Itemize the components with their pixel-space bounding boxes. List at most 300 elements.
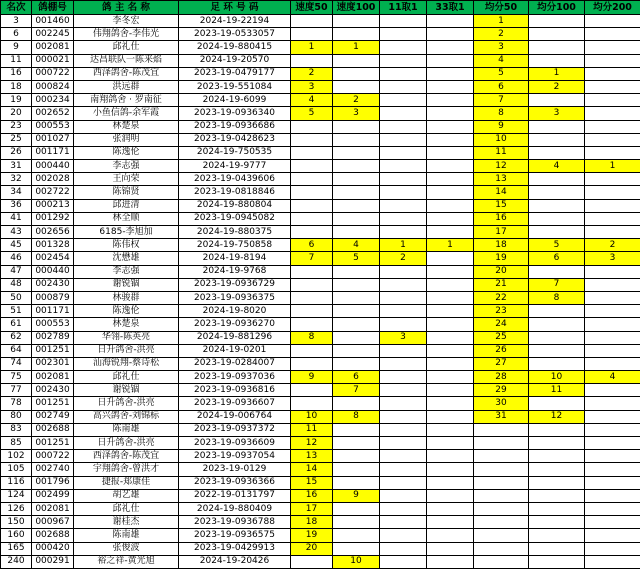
- pick11-cell: [380, 212, 427, 225]
- ring-number-cell: 2024-19-880409: [179, 502, 291, 515]
- avg50-cell: 27: [474, 357, 529, 370]
- avg200-cell: [585, 199, 640, 212]
- rank-cell: 62: [1, 331, 32, 344]
- ring-number-cell: 2023-19-0936816: [179, 384, 291, 397]
- loft-number-cell: 002656: [32, 226, 74, 239]
- rank-cell: 150: [1, 516, 32, 529]
- pick11-cell: [380, 410, 427, 423]
- pick11-cell: [380, 516, 427, 529]
- table-row: [1, 239, 640, 252]
- loft-number-cell: 002652: [32, 107, 74, 120]
- speed100-cell: [333, 15, 380, 28]
- speed100-cell: [333, 542, 380, 555]
- speed100-cell: 9: [333, 489, 380, 502]
- rank-cell: 74: [1, 357, 32, 370]
- avg50-cell: 23: [474, 305, 529, 318]
- avg50-cell: 1: [474, 15, 529, 28]
- owner-name-cell: 张俊波: [74, 542, 179, 555]
- ring-number-cell: 2024-19-880804: [179, 199, 291, 212]
- avg50-cell: [474, 463, 529, 476]
- owner-name-cell: 陈锦贤: [74, 186, 179, 199]
- avg200-cell: [585, 173, 640, 186]
- ring-number-cell: 2024-19-750858: [179, 239, 291, 252]
- speed100-cell: [333, 305, 380, 318]
- ring-number-cell: 2023-19-0479177: [179, 67, 291, 80]
- avg100-cell: [529, 502, 585, 515]
- pick33-cell: [427, 41, 474, 54]
- speed100-cell: [333, 291, 380, 304]
- table-row: [1, 555, 640, 568]
- avg50-cell: 25: [474, 331, 529, 344]
- rank-cell: 124: [1, 489, 32, 502]
- avg200-cell: [585, 120, 640, 133]
- table-row: [1, 331, 640, 344]
- owner-name-cell: 邱礼仕: [74, 371, 179, 384]
- pick11-cell: [380, 450, 427, 463]
- avg100-cell: [529, 357, 585, 370]
- speed100-cell: 10: [333, 555, 380, 568]
- speed50-cell: [291, 357, 333, 370]
- owner-name-cell: 汕海锐翔-蔡诗松: [74, 357, 179, 370]
- owner-name-cell: 李志强: [74, 265, 179, 278]
- avg200-cell: [585, 212, 640, 225]
- owner-name-cell: 张润明: [74, 133, 179, 146]
- pick33-cell: [427, 344, 474, 357]
- ring-number-cell: 2023-19-0936270: [179, 318, 291, 331]
- loft-number-cell: 001171: [32, 305, 74, 318]
- avg50-cell: [474, 489, 529, 502]
- avg200-cell: [585, 133, 640, 146]
- ring-number-cell: 2023-19-0936340: [179, 107, 291, 120]
- avg200-cell: [585, 226, 640, 239]
- rank-cell: 47: [1, 265, 32, 278]
- speed100-cell: 4: [333, 239, 380, 252]
- pick33-cell: [427, 291, 474, 304]
- pick33-cell: [427, 502, 474, 515]
- speed50-cell: 19: [291, 529, 333, 542]
- pick11-cell: [380, 291, 427, 304]
- column-header: 鸽 主 名 称: [74, 1, 179, 15]
- owner-name-cell: 捷报-郑康佳: [74, 476, 179, 489]
- loft-number-cell: 002454: [32, 252, 74, 265]
- pick11-cell: 2: [380, 252, 427, 265]
- speed50-cell: [291, 133, 333, 146]
- pick11-cell: [380, 94, 427, 107]
- table-row: [1, 186, 640, 199]
- rank-cell: 50: [1, 291, 32, 304]
- pick11-cell: [380, 199, 427, 212]
- ring-number-cell: 2023-19-0937372: [179, 423, 291, 436]
- speed50-cell: 15: [291, 476, 333, 489]
- pick33-cell: [427, 28, 474, 41]
- speed50-cell: [291, 173, 333, 186]
- avg50-cell: [474, 555, 529, 568]
- ring-number-cell: 2024-19-8020: [179, 305, 291, 318]
- pick33-cell: [427, 67, 474, 80]
- speed50-cell: 16: [291, 489, 333, 502]
- ring-number-cell: 2023-19-551084: [179, 80, 291, 93]
- pick33-cell: [427, 146, 474, 159]
- avg50-cell: 11: [474, 146, 529, 159]
- speed100-cell: [333, 502, 380, 515]
- loft-number-cell: 000553: [32, 318, 74, 331]
- speed100-cell: [333, 67, 380, 80]
- avg200-cell: [585, 291, 640, 304]
- loft-number-cell: 000722: [32, 450, 74, 463]
- avg100-cell: 2: [529, 80, 585, 93]
- pick11-cell: [380, 67, 427, 80]
- pick11-cell: [380, 555, 427, 568]
- avg100-cell: [529, 489, 585, 502]
- column-header: 足 环 号 码: [179, 1, 291, 15]
- owner-name-cell: 小鱼信鸽-余军霞: [74, 107, 179, 120]
- rank-cell: 80: [1, 410, 32, 423]
- ring-number-cell: 2023-19-0428623: [179, 133, 291, 146]
- column-header: 均分50: [474, 1, 529, 15]
- avg100-cell: [529, 15, 585, 28]
- avg50-cell: 10: [474, 133, 529, 146]
- pick33-cell: [427, 529, 474, 542]
- avg50-cell: 31: [474, 410, 529, 423]
- loft-number-cell: 002430: [32, 278, 74, 291]
- ring-number-cell: 2024-19-20570: [179, 54, 291, 67]
- speed100-cell: [333, 199, 380, 212]
- speed100-cell: [333, 265, 380, 278]
- avg100-cell: 1: [529, 67, 585, 80]
- rank-cell: 34: [1, 186, 32, 199]
- ring-number-cell: 2024-19-880415: [179, 41, 291, 54]
- avg200-cell: [585, 384, 640, 397]
- loft-number-cell: 002499: [32, 489, 74, 502]
- rank-cell: 20: [1, 107, 32, 120]
- pick33-cell: [427, 80, 474, 93]
- table-row: [1, 265, 640, 278]
- pick11-cell: [380, 133, 427, 146]
- avg100-cell: [529, 331, 585, 344]
- speed100-cell: [333, 476, 380, 489]
- avg200-cell: [585, 331, 640, 344]
- speed100-cell: [333, 28, 380, 41]
- avg200-cell: [585, 423, 640, 436]
- speed100-cell: [333, 516, 380, 529]
- avg100-cell: [529, 344, 585, 357]
- table-row: [1, 476, 640, 489]
- pick11-cell: [380, 160, 427, 173]
- avg200-cell: [585, 529, 640, 542]
- speed100-cell: [333, 357, 380, 370]
- rank-cell: 43: [1, 226, 32, 239]
- loft-number-cell: 000967: [32, 516, 74, 529]
- pick11-cell: [380, 489, 427, 502]
- avg200-cell: [585, 555, 640, 568]
- table-row: [1, 489, 640, 502]
- owner-name-cell: 陈逸伦: [74, 146, 179, 159]
- pick11-cell: [380, 146, 427, 159]
- speed100-cell: 3: [333, 107, 380, 120]
- table-row: [1, 529, 640, 542]
- avg200-cell: [585, 186, 640, 199]
- rank-cell: 83: [1, 423, 32, 436]
- rank-cell: 6: [1, 28, 32, 41]
- owner-name-cell: 伟翔鸽舍-李伟光: [74, 28, 179, 41]
- avg50-cell: 20: [474, 265, 529, 278]
- ring-number-cell: 2023-19-0937036: [179, 371, 291, 384]
- rank-cell: 85: [1, 437, 32, 450]
- pick11-cell: [380, 502, 427, 515]
- avg50-cell: 21: [474, 278, 529, 291]
- speed100-cell: [333, 437, 380, 450]
- avg200-cell: 4: [585, 371, 640, 384]
- owner-name-cell: 谢锐锢: [74, 384, 179, 397]
- avg200-cell: [585, 265, 640, 278]
- avg100-cell: [529, 186, 585, 199]
- speed100-cell: [333, 226, 380, 239]
- loft-number-cell: 000213: [32, 199, 74, 212]
- rank-cell: 160: [1, 529, 32, 542]
- table-row: [1, 252, 640, 265]
- owner-name-cell: 日升鸽舍-洪亮: [74, 437, 179, 450]
- loft-number-cell: 001251: [32, 397, 74, 410]
- avg50-cell: 16: [474, 212, 529, 225]
- table-row: [1, 357, 640, 370]
- pick33-cell: [427, 555, 474, 568]
- avg100-cell: [529, 476, 585, 489]
- owner-name-cell: 日升鸽舍-洪亮: [74, 397, 179, 410]
- speed100-cell: [333, 146, 380, 159]
- owner-name-cell: 6185-李旭加: [74, 226, 179, 239]
- owner-name-cell: 林全顺: [74, 212, 179, 225]
- pick33-cell: [427, 265, 474, 278]
- avg50-cell: 6: [474, 80, 529, 93]
- avg50-cell: 2: [474, 28, 529, 41]
- avg200-cell: [585, 28, 640, 41]
- avg50-cell: 13: [474, 173, 529, 186]
- avg200-cell: [585, 54, 640, 67]
- speed50-cell: [291, 54, 333, 67]
- table-row: [1, 291, 640, 304]
- avg100-cell: [529, 199, 585, 212]
- avg50-cell: 29: [474, 384, 529, 397]
- avg50-cell: 19: [474, 252, 529, 265]
- pick11-cell: [380, 278, 427, 291]
- column-header: 速度100: [333, 1, 380, 15]
- pick11-cell: [380, 107, 427, 120]
- speed50-cell: 10: [291, 410, 333, 423]
- table-row: [1, 94, 640, 107]
- table-row: [1, 437, 640, 450]
- pick11-cell: [380, 397, 427, 410]
- loft-number-cell: 002789: [32, 331, 74, 344]
- avg200-cell: [585, 397, 640, 410]
- avg100-cell: [529, 120, 585, 133]
- speed100-cell: 7: [333, 384, 380, 397]
- speed100-cell: [333, 423, 380, 436]
- pick11-cell: [380, 186, 427, 199]
- speed100-cell: [333, 331, 380, 344]
- pick11-cell: [380, 476, 427, 489]
- avg50-cell: 8: [474, 107, 529, 120]
- pick33-cell: [427, 94, 474, 107]
- ring-number-cell: 2023-19-0936575: [179, 529, 291, 542]
- avg50-cell: 9: [474, 120, 529, 133]
- pick11-cell: [380, 15, 427, 28]
- rank-cell: 9: [1, 41, 32, 54]
- speed100-cell: 6: [333, 371, 380, 384]
- pick33-cell: [427, 410, 474, 423]
- avg200-cell: [585, 489, 640, 502]
- avg100-cell: 7: [529, 278, 585, 291]
- pick33-cell: [427, 133, 474, 146]
- avg100-cell: [529, 555, 585, 568]
- avg200-cell: [585, 94, 640, 107]
- avg100-cell: [529, 54, 585, 67]
- avg100-cell: [529, 226, 585, 239]
- ring-number-cell: 2023-19-0936375: [179, 291, 291, 304]
- loft-number-cell: 000824: [32, 80, 74, 93]
- table-row: [1, 199, 640, 212]
- pick33-cell: [427, 489, 474, 502]
- pick33-cell: [427, 463, 474, 476]
- pick11-cell: [380, 120, 427, 133]
- loft-number-cell: 000234: [32, 94, 74, 107]
- pick11-cell: [380, 463, 427, 476]
- avg200-cell: [585, 357, 640, 370]
- ring-number-cell: 2023-19-0284007: [179, 357, 291, 370]
- avg50-cell: 3: [474, 41, 529, 54]
- pick33-cell: [427, 450, 474, 463]
- avg50-cell: [474, 450, 529, 463]
- speed100-cell: [333, 160, 380, 173]
- pick33-cell: [427, 437, 474, 450]
- table-row: [1, 212, 640, 225]
- ring-number-cell: 2023-19-0936729: [179, 278, 291, 291]
- owner-name-cell: 日升鸽舍-洪亮: [74, 344, 179, 357]
- pick11-cell: [380, 318, 427, 331]
- avg200-cell: [585, 305, 640, 318]
- rank-cell: 19: [1, 94, 32, 107]
- owner-name-cell: 裕之祥-黄光旭: [74, 555, 179, 568]
- speed100-cell: 2: [333, 94, 380, 107]
- speed50-cell: 11: [291, 423, 333, 436]
- pick11-cell: [380, 423, 427, 436]
- speed50-cell: 3: [291, 80, 333, 93]
- avg100-cell: [529, 529, 585, 542]
- avg50-cell: 18: [474, 239, 529, 252]
- speed50-cell: [291, 397, 333, 410]
- speed50-cell: [291, 305, 333, 318]
- loft-number-cell: 002245: [32, 28, 74, 41]
- owner-name-cell: 谢锐锢: [74, 278, 179, 291]
- owner-name-cell: 谢桂杰: [74, 516, 179, 529]
- avg100-cell: [529, 516, 585, 529]
- table-body: [1, 15, 640, 569]
- owner-name-cell: 林骏群: [74, 291, 179, 304]
- avg200-cell: [585, 344, 640, 357]
- avg50-cell: 30: [474, 397, 529, 410]
- loft-number-cell: 002688: [32, 529, 74, 542]
- pick11-cell: [380, 265, 427, 278]
- avg200-cell: [585, 107, 640, 120]
- ring-number-cell: 2024-19-881296: [179, 331, 291, 344]
- pick33-cell: [427, 120, 474, 133]
- speed50-cell: [291, 278, 333, 291]
- avg200-cell: [585, 15, 640, 28]
- speed100-cell: [333, 186, 380, 199]
- column-header: 33取1: [427, 1, 474, 15]
- owner-name-cell: 陈逸伦: [74, 305, 179, 318]
- rank-cell: 105: [1, 463, 32, 476]
- loft-number-cell: 002081: [32, 41, 74, 54]
- rank-cell: 16: [1, 67, 32, 80]
- ring-number-cell: 2023-19-0429913: [179, 542, 291, 555]
- rank-cell: 36: [1, 199, 32, 212]
- avg50-cell: 12: [474, 160, 529, 173]
- loft-number-cell: 001027: [32, 133, 74, 146]
- owner-name-cell: 沈懋雄: [74, 252, 179, 265]
- speed50-cell: 9: [291, 371, 333, 384]
- pick33-cell: [427, 107, 474, 120]
- table-row: [1, 15, 640, 28]
- avg100-cell: [529, 28, 585, 41]
- avg100-cell: 12: [529, 410, 585, 423]
- avg50-cell: 24: [474, 318, 529, 331]
- loft-number-cell: 002028: [32, 173, 74, 186]
- avg200-cell: [585, 502, 640, 515]
- loft-number-cell: 001460: [32, 15, 74, 28]
- owner-name-cell: 陈南雄: [74, 529, 179, 542]
- rank-cell: 18: [1, 80, 32, 93]
- ring-number-cell: 2023-19-0937054: [179, 450, 291, 463]
- pick11-cell: [380, 384, 427, 397]
- avg200-cell: 1: [585, 160, 640, 173]
- rank-cell: 126: [1, 502, 32, 515]
- speed50-cell: [291, 291, 333, 304]
- loft-number-cell: 002430: [32, 384, 74, 397]
- avg200-cell: 2: [585, 239, 640, 252]
- avg200-cell: [585, 516, 640, 529]
- speed50-cell: [291, 186, 333, 199]
- avg50-cell: 5: [474, 67, 529, 80]
- owner-name-cell: 胡艺雄: [74, 489, 179, 502]
- pick33-cell: [427, 252, 474, 265]
- loft-number-cell: 001251: [32, 437, 74, 450]
- avg100-cell: 10: [529, 371, 585, 384]
- owner-name-cell: 华翎-陈英亮: [74, 331, 179, 344]
- avg50-cell: 17: [474, 226, 529, 239]
- speed100-cell: 8: [333, 410, 380, 423]
- speed50-cell: 5: [291, 107, 333, 120]
- loft-number-cell: 002081: [32, 371, 74, 384]
- speed50-cell: [291, 555, 333, 568]
- column-header: 速度50: [291, 1, 333, 15]
- rank-cell: 41: [1, 212, 32, 225]
- table-row: [1, 120, 640, 133]
- loft-number-cell: 000440: [32, 160, 74, 173]
- owner-name-cell: 邱进清: [74, 199, 179, 212]
- ring-number-cell: 2024-19-9777: [179, 160, 291, 173]
- avg50-cell: [474, 529, 529, 542]
- avg50-cell: 15: [474, 199, 529, 212]
- table-row: [1, 226, 640, 239]
- speed50-cell: 4: [291, 94, 333, 107]
- loft-number-cell: 002740: [32, 463, 74, 476]
- speed50-cell: [291, 226, 333, 239]
- speed100-cell: [333, 278, 380, 291]
- table-row: [1, 344, 640, 357]
- avg100-cell: [529, 94, 585, 107]
- speed100-cell: [333, 397, 380, 410]
- speed100-cell: [333, 529, 380, 542]
